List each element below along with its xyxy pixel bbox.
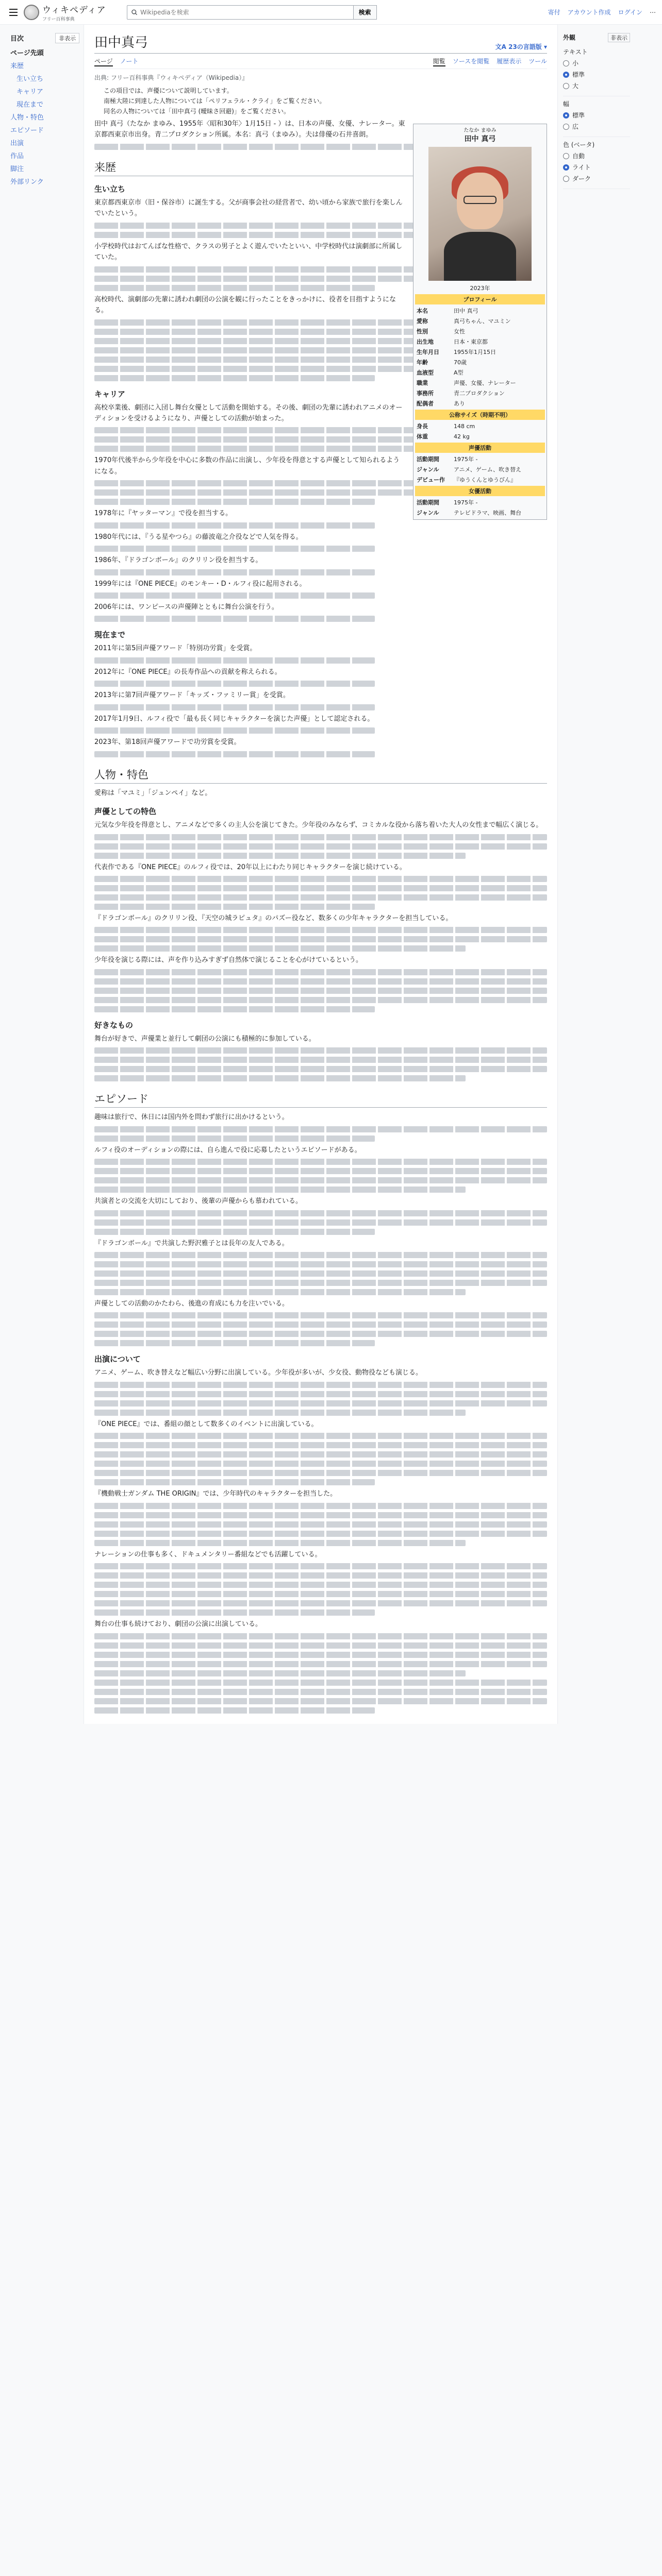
infobox-row: ジャンル テレビドラマ、映画、舞台 bbox=[417, 510, 522, 516]
appearance-title: 外観 bbox=[563, 34, 576, 41]
infobox-row: 愛称 真弓ちゃん、マユミン bbox=[417, 318, 511, 325]
toc-item[interactable]: 作品 bbox=[10, 152, 24, 160]
paragraph: 『ドラゴンボール』のクリリン役、『天空の城ラピュタ』のパズー役など、数多くの少年キャラクターを担当している。 bbox=[94, 914, 453, 922]
more-options-icon[interactable]: ⋯ bbox=[650, 8, 656, 16]
search-field[interactable] bbox=[127, 5, 354, 20]
paragraph: 『ドラゴンボール』で共演した野沢雅子とは長年の友人である。 bbox=[94, 1239, 289, 1247]
text-size-standard[interactable]: 標準 bbox=[563, 70, 630, 79]
site-logo[interactable] bbox=[24, 3, 106, 22]
tab-tools[interactable]: ツール bbox=[528, 58, 547, 65]
toc-item[interactable]: 出演 bbox=[10, 140, 24, 147]
now-list bbox=[94, 643, 547, 757]
user-links bbox=[548, 8, 656, 16]
paragraph: 小学校時代はおてんばな性格で、クラスの男子とよく遊んでいたといい、中学校時代は演劇部に所属していた。 bbox=[94, 242, 403, 262]
toc-hide-button[interactable]: 非表示 bbox=[55, 33, 79, 43]
text-size-label: テキスト bbox=[563, 48, 588, 56]
search-form bbox=[127, 5, 377, 20]
paragraph: 『機動戦士ガンダム THE ORIGIN』では、少年時代のキャラクターを担当した。 bbox=[94, 1490, 337, 1498]
infobox-row: 職業 声優、女優、ナレーター bbox=[417, 380, 516, 386]
toc-item[interactable]: 人物・特色 bbox=[10, 114, 44, 122]
section-episode: エピソード bbox=[94, 1091, 547, 1108]
text-size-large[interactable]: 大 bbox=[563, 81, 630, 90]
hatnote: この項目では、声優について説明しています。 bbox=[104, 87, 233, 94]
infobox-row: デビュー作 『ゆうくんとゆうびん』 bbox=[417, 477, 516, 483]
list-item: 2017年1月9日、ルフィ役で「最も長く同じキャラクターを演じた声優」として認定される。 bbox=[94, 715, 374, 723]
tab-talk[interactable]: ノート bbox=[120, 58, 139, 65]
profile-header: プロフィール bbox=[415, 294, 545, 304]
toc-item[interactable]: 脚注 bbox=[10, 165, 24, 173]
width-standard[interactable]: 標準 bbox=[563, 111, 630, 120]
section-hobby: 好きなもの bbox=[94, 1020, 134, 1030]
infobox-name: 田中 真弓 bbox=[464, 135, 496, 143]
portrait-image[interactable] bbox=[428, 147, 532, 281]
login-link[interactable]: ログイン bbox=[618, 9, 642, 16]
photo-caption: 2023年 bbox=[470, 285, 490, 292]
paragraph: 声優としての活動のかたわら、後進の育成にも力を注いでいる。 bbox=[94, 1300, 289, 1308]
text-size-small[interactable]: 小 bbox=[563, 59, 630, 67]
voice-table bbox=[415, 454, 545, 485]
toc-title: 目次 bbox=[10, 35, 24, 43]
actor-header: 女優活動 bbox=[415, 486, 545, 496]
infobox-ruby: たなか まゆみ bbox=[464, 128, 496, 133]
create-account-link[interactable]: アカウント作成 bbox=[567, 9, 611, 16]
paragraph: 高校卒業後、劇団に入団し舞台女優として活動を開始する。その後、劇団の先輩に誘われアニメのオーディションを受けるようになり、声優としての活動が始まった。 bbox=[94, 403, 403, 422]
section-person: 人物・特色 bbox=[94, 767, 547, 784]
infobox-row: 本名 田中 真弓 bbox=[417, 308, 478, 314]
toc-item[interactable]: 来歴 bbox=[10, 62, 24, 70]
tab-history[interactable]: 履歴表示 bbox=[496, 58, 522, 65]
appearance-hide-button[interactable]: 非表示 bbox=[608, 33, 630, 42]
article-source: 出典: フリー百科事典『ウィキペディア（Wikipedia）』 bbox=[94, 74, 249, 81]
appearance-panel bbox=[558, 25, 635, 1724]
profile-table bbox=[415, 306, 545, 409]
stats-table bbox=[415, 421, 545, 442]
paragraph: アニメ、ゲーム、吹き替えなど幅広い分野に出演している。少年役が多いが、少女役、動物役なども演じる。 bbox=[94, 1369, 422, 1377]
toc-item[interactable]: エピソード bbox=[10, 127, 44, 134]
paragraph: 東京都西東京市（旧・保谷市）に誕生する。父が商事会社の経営者で、幼い頃から家族で旅行を楽しんでいたという。 bbox=[94, 198, 403, 218]
list-item: 2023年、第18回声優アワードで功労賞を受賞。 bbox=[94, 738, 241, 747]
toc-item[interactable]: ページ先頭 bbox=[10, 49, 44, 57]
color-dark[interactable]: ダーク bbox=[563, 174, 630, 183]
tab-view-source[interactable]: ソースを閲覧 bbox=[452, 58, 490, 65]
paragraph: 舞台が好きで、声優業と並行して劇団の公演にも積極的に参加している。 bbox=[94, 1035, 316, 1043]
infobox-row: 事務所 青二プロダクション bbox=[417, 390, 505, 397]
paragraph: 共演者との交流を大切にしており、後輩の声優からも慕われている。 bbox=[94, 1197, 303, 1206]
width-label: 幅 bbox=[563, 100, 570, 108]
section-appear: 出演について bbox=[94, 1354, 141, 1364]
infobox-row: 活動期間 1975年 - bbox=[417, 456, 478, 463]
list-item: 2006年には、ワンピースの声優陣とともに舞台公演を行う。 bbox=[94, 603, 278, 611]
paragraph: 高校時代、演劇部の先輩に誘われ劇団の公演を観に行ったことをきっかけに、役者を目指すようになる。 bbox=[94, 295, 396, 315]
list-item: 2013年に第7回声優アワード「キッズ・ファミリー賞」を受賞。 bbox=[94, 691, 290, 700]
paragraph: 愛称は「マユミ」「ジュンペイ」など。 bbox=[94, 789, 212, 797]
site-subtitle: フリー百科事典 bbox=[42, 16, 75, 22]
actor-table bbox=[415, 497, 545, 518]
paragraph: 元気な少年役を得意とし、アニメなどで多くの主人公を演じてきた。少年役のみならず、コミカルな役から落ち着いた大人の女性まで幅広く演じる。 bbox=[94, 821, 543, 829]
list-item: 1978年に『ヤッターマン』で役を担当する。 bbox=[94, 510, 233, 518]
infobox-row: 体重 42 kg bbox=[417, 433, 470, 440]
tab-read[interactable]: 閲覧 bbox=[433, 57, 445, 66]
infobox-row: 活動期間 1975年 - bbox=[417, 499, 478, 506]
search-input[interactable] bbox=[140, 9, 349, 16]
infobox bbox=[413, 124, 547, 520]
paragraph: ナレーションの仕事も多く、ドキュメンタリー番組などでも活躍している。 bbox=[94, 1550, 322, 1558]
paragraph: 舞台の仕事も続けており、劇団の公演に出演している。 bbox=[94, 1620, 262, 1629]
toc-sidebar bbox=[6, 25, 84, 1724]
list-item: 1980年代には、『うる星やつら』の藤波竜之介役などで人気を得る。 bbox=[94, 533, 303, 541]
paragraph: 1970年代後半から少年役を中心に多数の作品に出演し、少年役を得意とする声優として知られるようになる。 bbox=[94, 456, 400, 476]
career-list bbox=[94, 508, 547, 622]
toc-list bbox=[10, 47, 79, 186]
site-title: ウィキペディア bbox=[42, 5, 106, 15]
infobox-row: 性別 女性 bbox=[417, 328, 465, 335]
toc-item[interactable]: キャリア bbox=[16, 88, 44, 96]
site-header bbox=[0, 0, 662, 25]
stats-header: 公称サイズ（時期不明） bbox=[415, 410, 545, 420]
voice-header: 声優活動 bbox=[415, 443, 545, 453]
search-icon bbox=[131, 9, 138, 15]
lead-paragraph: 田中 真弓（たなか まゆみ、1955年〈昭和30年〉1月15日 - ）は、日本の声優、女優、ナレーター。東京都西東京市出身。青二プロダクション所属。本名：真弓（まゆみ）。夫は俳優の石井喜朗。 bbox=[94, 120, 405, 139]
paragraph: 趣味は旅行で、休日には国内外を問わず旅行に出かけるという。 bbox=[94, 1113, 289, 1122]
width-wide[interactable]: 広 bbox=[563, 122, 630, 131]
main-menu-icon[interactable] bbox=[6, 5, 21, 20]
toc-item[interactable]: 生い立ち bbox=[16, 75, 44, 83]
hatnote: 同名の人物については「田中真弓 (曖昧さ回避)」をご覧ください。 bbox=[104, 108, 290, 115]
toc-item[interactable]: 外部リンク bbox=[10, 178, 44, 186]
toc-item[interactable]: 現在まで bbox=[16, 101, 44, 109]
paragraph: 『ONE PIECE』では、番組の顔として数多くのイベントに出演している。 bbox=[94, 1420, 318, 1428]
infobox-row: 配偶者 あり bbox=[417, 400, 465, 407]
section-youth: 生い立ち bbox=[94, 184, 126, 194]
wikipedia-globe-icon bbox=[24, 5, 39, 20]
list-item: 2011年に第5回声優アワード「特別功労賞」を受賞。 bbox=[94, 645, 257, 653]
section-voice: 声優としての特色 bbox=[94, 807, 157, 817]
list-item: 2012年に『ONE PIECE』の長寿作品への貢献を称えられる。 bbox=[94, 668, 282, 676]
page-title: 田中真弓 bbox=[94, 35, 148, 50]
infobox-row: ジャンル アニメ、ゲーム、吹き替え bbox=[417, 466, 522, 473]
infobox-row: 身長 148 cm bbox=[417, 422, 475, 430]
infobox-row: 年齢 70歳 bbox=[417, 359, 467, 366]
infobox-row: 血液型 A型 bbox=[417, 369, 464, 376]
paragraph: 少年役を演じる際には、声を作り込みすぎず自然体で演じることを心がけているという。 bbox=[94, 956, 363, 964]
list-item: 1999年には『ONE PIECE』のモンキー・D・ルフィ役に起用される。 bbox=[94, 580, 306, 588]
color-light[interactable]: ライト bbox=[563, 163, 630, 172]
language-button[interactable]: 文A 23の言語版 ▾ bbox=[495, 43, 547, 50]
color-label: 色 (ベータ) bbox=[563, 141, 595, 148]
section-career: キャリア bbox=[94, 389, 126, 399]
search-button[interactable]: 検索 bbox=[354, 5, 377, 20]
text-line bbox=[94, 144, 466, 150]
infobox-row: 生年月日 1955年1月15日 bbox=[417, 349, 496, 355]
list-item: 1986年、『ドラゴンボール』のクリリン役を担当する。 bbox=[94, 556, 262, 565]
infobox-row: 出生地 日本・東京都 bbox=[417, 338, 488, 345]
paragraph: ルフィ役のオーディションの際には、自ら進んで役に応募したというエピソードがある。 bbox=[94, 1146, 361, 1154]
section-history: 来歴 bbox=[94, 159, 547, 176]
donate-link[interactable]: 寄付 bbox=[548, 9, 560, 16]
page-tabs bbox=[94, 57, 547, 69]
color-auto[interactable]: 自動 bbox=[563, 151, 630, 160]
tab-article[interactable]: ページ bbox=[94, 57, 113, 66]
hatnote: 南極大陸に到達した人物については「ペリフェラル・クライ」をご覧ください。 bbox=[104, 97, 326, 105]
paragraph: 代表作である『ONE PIECE』のルフィ役では、20年以上にわたり同じキャラクターを演じ続けている。 bbox=[94, 863, 406, 871]
section-now: 現在まで bbox=[94, 630, 126, 640]
main-content bbox=[84, 25, 558, 1724]
